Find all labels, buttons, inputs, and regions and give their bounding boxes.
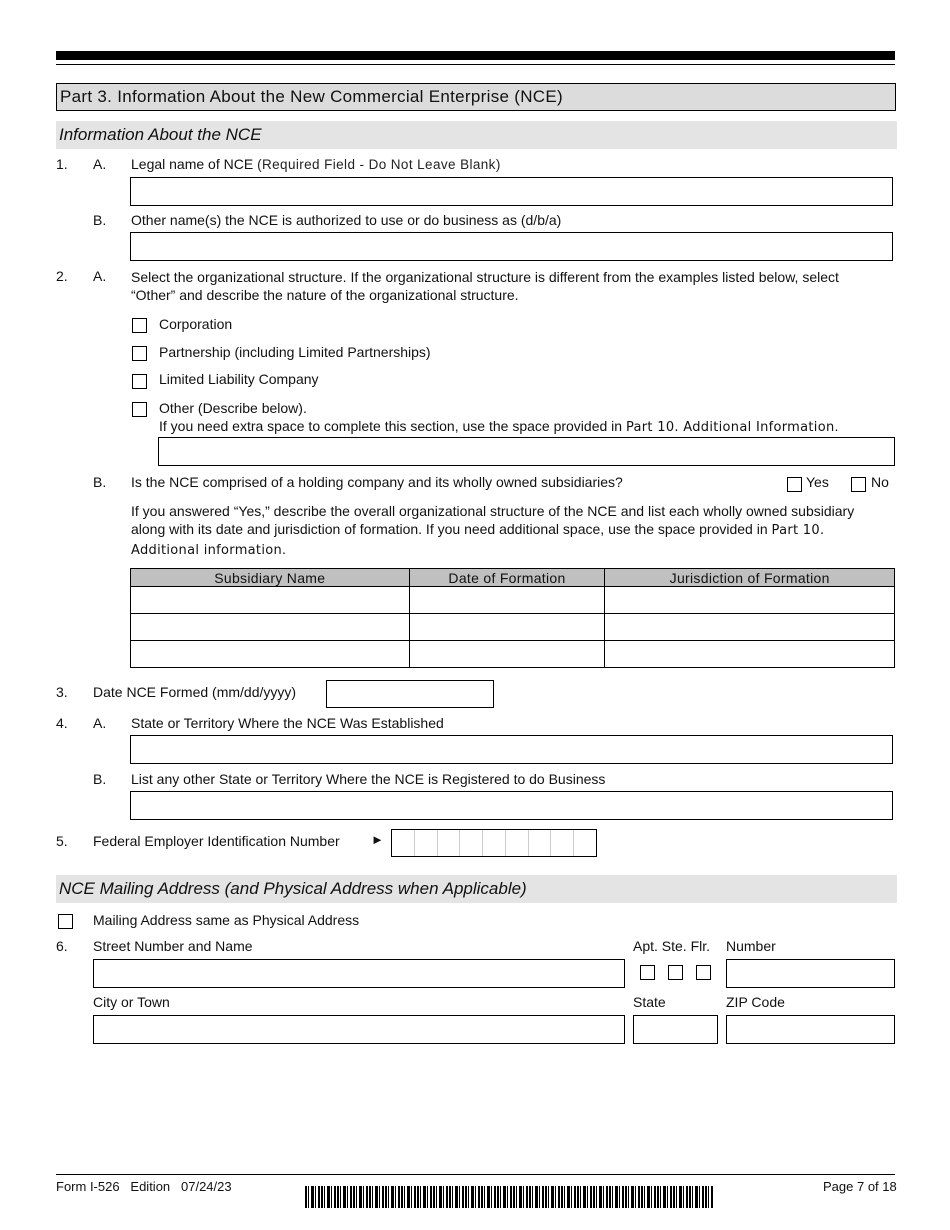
zip-label: ZIP Code [726,994,785,1010]
subsidiary-table-header [131,569,895,587]
item-4-number: 4. [56,715,68,731]
city-label: City or Town [93,994,170,1010]
date-of-formation-cell[interactable] [409,587,605,614]
item-3-number: 3. [56,684,68,700]
other-structure-checkbox[interactable] [132,402,147,417]
state-established-label: State or Territory Where the NCE Was Established [131,715,444,731]
barcode-image [305,1186,713,1208]
date-of-formation-cell[interactable] [409,641,605,668]
holding-no-label: No [871,474,889,490]
jurisdiction-cell[interactable] [605,614,895,641]
section-info-about-nce: Information About the NCE [56,121,897,149]
fein-digit-box[interactable] [483,830,506,856]
subsidiary-instr-line1: If you answered “Yes,” describe the overall organizational structure of the NCE and list each wholly owned subsidiary [131,503,855,519]
subsidiary-instr-end: . [282,541,286,557]
legal-name-label-text: Legal name of NCE [131,156,254,172]
fein-input[interactable] [391,829,597,857]
item-2b-letter: B. [93,474,107,490]
top-rule-thin [56,64,895,65]
street-label: Street Number and Name [93,938,253,954]
fein-digit-box[interactable] [438,830,461,856]
col-date-of-formation: Date of Formation [409,569,605,587]
dba-label: Other name(s) the NCE is authorized to use or do business as (d/b/a) [131,212,562,228]
table-row [131,641,895,668]
part-10-reference: Part 10. Additional Information [625,420,835,435]
ste-label: Ste. [661,938,687,954]
city-input[interactable] [93,1015,625,1044]
llc-checkbox[interactable] [132,374,147,389]
holding-yes-checkbox[interactable] [787,477,802,492]
arrow-icon: ► [371,832,384,847]
date-formed-input[interactable] [326,680,494,708]
llc-label: Limited Liability Company [159,371,319,387]
state-established-input[interactable] [130,735,893,764]
fein-digit-box[interactable] [551,830,574,856]
corporation-checkbox[interactable] [132,318,147,333]
org-structure-text-line1: Select the organizational structure. If the organizational structure is different from the examples listed below, select [131,269,839,285]
fein-digit-box[interactable] [392,830,415,856]
holding-yes-label: Yes [806,474,829,490]
jurisdiction-cell[interactable] [605,641,895,668]
street-input[interactable] [93,959,625,988]
corporation-label: Corporation [159,316,233,332]
apt-checkbox[interactable] [640,965,655,980]
part-10-ref-a: Part 10. [771,523,825,538]
other-structure-label: Other (Describe below). [159,400,307,416]
fein-digit-box[interactable] [574,830,596,856]
other-states-input[interactable] [130,791,893,820]
subsidiary-instr-line2-text: along with its date and jurisdiction of formation. If you need additional space, use the space provided in [131,521,768,537]
dba-input[interactable] [130,232,893,261]
flr-checkbox[interactable] [696,965,711,980]
partnership-checkbox[interactable] [132,346,147,361]
state-input[interactable] [633,1015,718,1044]
subsidiary-table [130,568,895,668]
item-1a-letter: A. [93,156,107,172]
col-jurisdiction: Jurisdiction of Formation [605,569,895,587]
fein-label: Federal Employer Identification Number [93,833,340,849]
zip-input[interactable] [726,1015,895,1044]
top-rule-thick [56,51,895,60]
table-row [131,614,895,641]
other-structure-input[interactable] [158,437,895,466]
footer-rule [56,1174,895,1175]
item-2a-letter: A. [93,268,107,284]
section-mailing-address: NCE Mailing Address (and Physical Address when Applicable) [56,875,897,903]
unit-number-input[interactable] [726,959,895,988]
legal-name-input[interactable] [130,177,893,206]
extra-space-note [159,418,838,435]
fein-digit-box[interactable] [506,830,529,856]
subsidiary-instructions [131,502,891,560]
date-formed-label: Date NCE Formed (mm/dd/yyyy) [93,684,297,700]
ste-checkbox[interactable] [668,965,683,980]
part-3-header: Part 3. Information About the New Commercial Enterprise (NCE) [56,83,896,111]
required-field-note: (Required Field - Do Not Leave Blank) [257,157,501,172]
page-number: Page 7 of 18 [823,1179,897,1194]
unit-number-label: Number [726,938,776,954]
apt-ste-flr-label [633,938,710,954]
extra-space-note-end: . [834,418,839,434]
subsidiary-instr-line2 [131,520,891,540]
state-label: State [633,994,666,1010]
date-of-formation-cell[interactable] [409,614,605,641]
item-1b-letter: B. [93,212,107,228]
form-edition: Form I-526 Edition 07/24/23 [56,1179,232,1194]
col-subsidiary-name: Subsidiary Name [131,569,410,587]
item-6-number: 6. [56,938,68,954]
subsidiary-name-cell[interactable] [131,587,410,614]
item-4a-letter: A. [93,715,107,731]
fein-digit-box[interactable] [529,830,552,856]
subsidiary-name-cell[interactable] [131,614,410,641]
table-row [131,587,895,614]
extra-space-note-text: If you need extra space to complete this section, use the space provided in [159,418,623,434]
legal-name-label [131,156,501,172]
org-structure-text-line2: “Other” and describe the nature of the organizational structure. [131,287,519,303]
other-states-label: List any other State or Territory Where the NCE is Registered to do Business [131,771,606,787]
same-address-checkbox[interactable] [58,914,73,929]
same-address-label: Mailing Address same as Physical Address [93,912,360,928]
subsidiary-instr-line3 [131,540,891,560]
apt-label: Apt. [633,938,658,954]
jurisdiction-cell[interactable] [605,587,895,614]
subsidiary-name-cell[interactable] [131,641,410,668]
fein-digit-box[interactable] [415,830,438,856]
item-1-number: 1. [56,156,68,172]
holding-company-question: Is the NCE comprised of a holding company and its wholly owned subsidiaries? [131,474,623,490]
holding-no-checkbox[interactable] [851,477,866,492]
partnership-label: Partnership (including Limited Partnerships) [159,344,431,360]
item-2-number: 2. [56,268,68,284]
org-structure-instructions [131,268,891,304]
fein-digit-box[interactable] [460,830,483,856]
item-5-number: 5. [56,833,68,849]
additional-info-ref: Additional information [131,543,283,558]
item-4b-letter: B. [93,771,107,787]
flr-label: Flr. [690,938,711,954]
